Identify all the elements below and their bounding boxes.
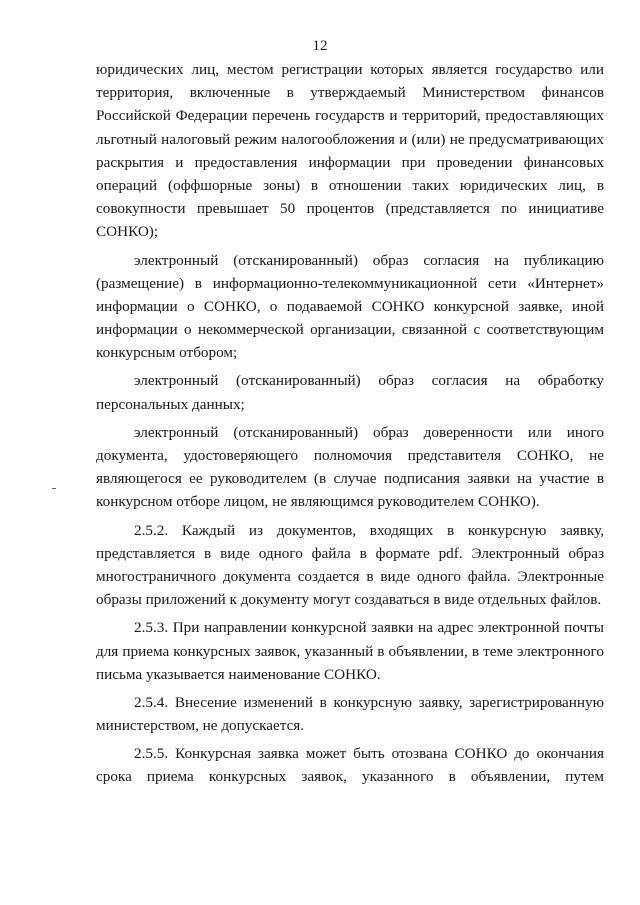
paragraph [96,691,604,737]
text-line: электронный (отсканированный) образ доверенности или иного [134,423,604,441]
text-line: письма указывается наименование СОНКО. [96,665,381,683]
paragraph [96,519,604,612]
text-line: электронный (отсканированный) образ согласия на публикацию [134,251,604,269]
text-line: для приема конкурсных заявок, указанный в объявлении, в теме электронного [96,642,604,660]
page-number: 12 [312,38,328,54]
text-line: являющегося ее руководителем (в случае подписания заявки на участие в [96,470,604,488]
text-line: конкурсном отборе лицом, не являющимся руководителем СОНКО). [96,493,540,511]
text-line: 2.5.5. Конкурсная заявка может быть отозвана СОНКО до окончания [134,745,604,763]
text-line: СОНКО); [96,223,159,241]
text-line: льготный налоговый режим налогообложения и (или) не предусматривающих [96,130,604,148]
text-line: Российской Федерации перечень государств и территорий, предоставляющих [96,107,604,125]
text-line: информации о СОНКО, о подаваемой СОНКО конкурсной заявке, иной [96,297,604,315]
text-line: персональных данных; [96,395,245,413]
text-line: информации о некоммерческой организации, связанной с соответствующим [96,321,604,339]
text-line: юридических лиц, местом регистрации которых является государство или [96,61,604,78]
text-line: представляется в виде одного файла в формате pdf. Электронный образ [96,544,604,562]
text-line: многостраничного документа создается в виде одного файла. Электронные [96,567,604,585]
document-body [96,58,604,789]
text-line: территория, включенные в утверждаемый Министерством финансов [96,84,604,102]
text-line: совокупности превышает 50 процентов (представляется по инициативе [96,200,604,218]
text-line: документа, удостоверяющего полномочия представителя СОНКО, не [96,447,604,464]
paragraph [96,369,604,415]
paragraph [96,742,604,788]
paragraph [96,58,604,244]
text-line: 2.5.2. Каждый из документов, входящих в конкурсную заявку, [134,521,604,539]
paragraph [96,421,604,514]
text-line: министерством, не допускается. [96,717,305,735]
text-line: срока приема конкурсных заявок, указанного в объявлении, путем [96,768,604,786]
text-line: электронный (отсканированный) образ согласия на обработку [134,372,604,390]
text-line: 2.5.4. Внесение изменений в конкурсную заявку, зарегистрированную [134,693,604,711]
text-line: операций (оффшорные зоны) в отношении таких юридических лиц, в [96,176,604,194]
text-line: конкурсным отбором; [96,344,238,362]
paragraph [96,616,604,686]
paragraph [96,249,604,365]
margin-mark [52,488,56,489]
text-line: (размещение) в информационно-телекоммуникационной сети «Интернет» [96,274,604,292]
text-line: 2.5.3. При направлении конкурсной заявки на адрес электронной почты [134,619,604,637]
text-line: раскрытия и предоставления информации при проведении финансовых [96,153,604,171]
text-line: образы приложений к документу могут создаваться в виде отдельных файлов. [96,591,602,609]
